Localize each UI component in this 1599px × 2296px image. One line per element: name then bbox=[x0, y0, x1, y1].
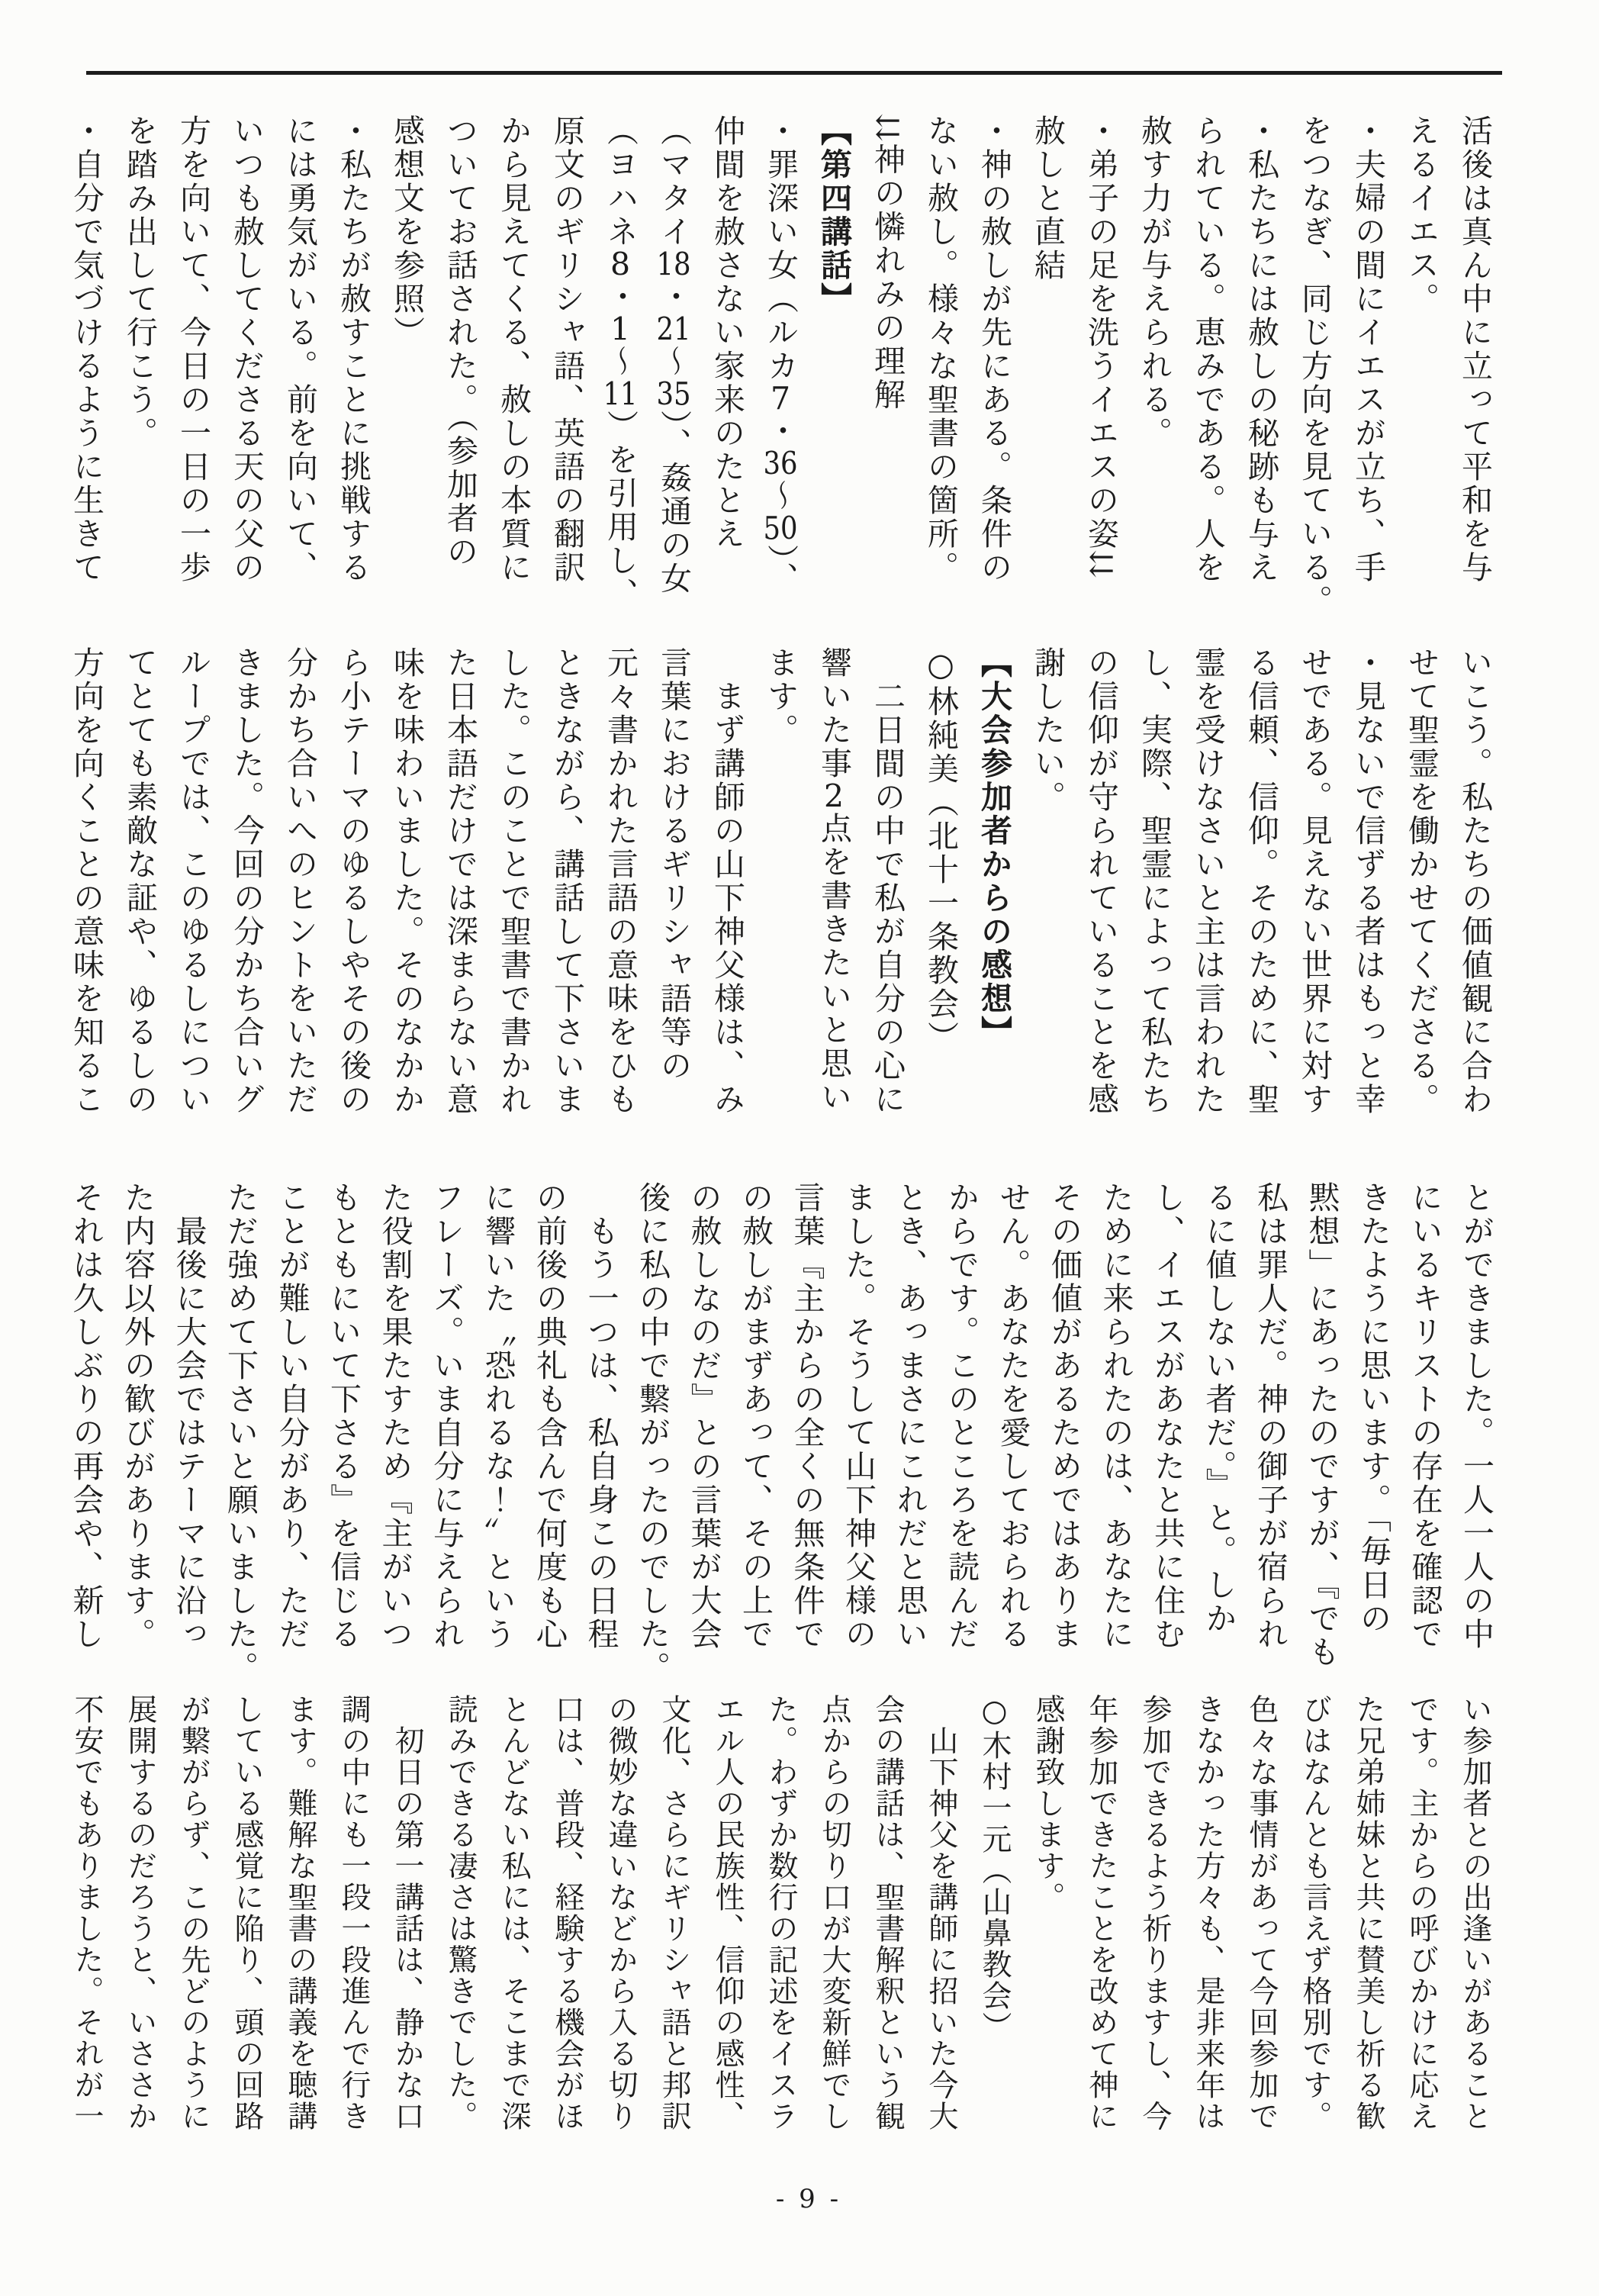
text-column: ⇊神の憐れみの理解 bbox=[869, 114, 906, 412]
text-column: 参加できるよう祈りますし、今 bbox=[1137, 1694, 1172, 2132]
text-column: せて聖霊を働かせてくださる。 bbox=[1403, 646, 1440, 1116]
text-column: 山下神父を講師に招いた今大 bbox=[924, 1694, 958, 2132]
section-heading-column: 【大会参加者からの感想】 bbox=[976, 646, 1012, 1049]
text-column: 読みできる凄さは驚きでした。 bbox=[443, 1694, 478, 2132]
text-column: には勇気がいる。前を向いて、 bbox=[282, 114, 318, 584]
text-column: とんどない私には、そこまで深 bbox=[497, 1694, 531, 2132]
section-heading-column: 【第四講話】 bbox=[816, 114, 852, 316]
text-column: せである。見えない世界に対す bbox=[1296, 646, 1333, 1116]
text-column: 年参加できたことを改めて神に bbox=[1084, 1694, 1118, 2132]
text-column: 初日の第一講話は、静かな口 bbox=[390, 1694, 424, 2132]
text-column: 赦す力が与えられる。 bbox=[1136, 114, 1173, 450]
section-divider-rule bbox=[86, 71, 1502, 75]
text-column: ます。難解な聖書の講義を聴講 bbox=[283, 1694, 317, 2132]
text-column: 原文のギリシャ語、英語の翻訳 bbox=[549, 114, 585, 584]
text-column: 仲間を赦さない家来のたとえ bbox=[709, 114, 745, 551]
text-column: から見えてくる、赦しの本質に bbox=[495, 114, 532, 584]
text-column: きたように思います。「毎日の bbox=[1355, 1181, 1391, 1636]
text-column: 二日間の中で私が自分の心に bbox=[869, 646, 906, 1116]
text-column: 霊を受けなさいと主は言われた bbox=[1189, 646, 1226, 1116]
text-column: 最後に大会ではテーマに沿っ bbox=[170, 1181, 208, 1651]
text-column: もともにいて下さる』を信じる bbox=[325, 1181, 362, 1651]
text-column: 不安でもありました。それが一 bbox=[69, 1694, 104, 2132]
text-band-2 bbox=[60, 646, 1501, 1165]
text-column: フレーズ。いま自分に与えられ bbox=[428, 1181, 465, 1651]
text-column: 後に私の中で繋がったのでした。 bbox=[634, 1181, 671, 1685]
text-column: ○林純美（北十一条教会） bbox=[922, 646, 959, 1055]
text-column: えるイエス。 bbox=[1403, 114, 1440, 316]
text-column: 言葉におけるギリシャ語等の bbox=[655, 646, 692, 1083]
text-column: 謝したい。 bbox=[1029, 646, 1066, 814]
text-column: 文化、さらにギリシャ語と邦訳 bbox=[657, 1694, 691, 2132]
text-band-3 bbox=[60, 1181, 1501, 1697]
text-column: 黙想」にあったのですが、『でも bbox=[1303, 1181, 1340, 1670]
text-column: し、実際、聖霊によって私たち bbox=[1136, 646, 1173, 1116]
text-column: です。主からの呼びかけに応え bbox=[1404, 1694, 1439, 2132]
text-column: ・自分で気づけるように生きて bbox=[68, 114, 105, 584]
page-number: - 9 - bbox=[775, 2184, 842, 2214]
text-column: もう一つは、私自身この日程 bbox=[582, 1181, 619, 1651]
text-column: ます。 bbox=[762, 646, 799, 747]
text-column: が繋がらず、この先どのように bbox=[176, 1694, 211, 2132]
text-column: きました。今回の分かち合いグ bbox=[228, 646, 265, 1116]
text-column: ました。そうして山下神父様の bbox=[840, 1181, 877, 1651]
text-column: いこう。私たちの価値観に合わ bbox=[1456, 646, 1493, 1116]
text-column: た兄弟姉妹と共に賛美し祈る歓 bbox=[1351, 1694, 1385, 2132]
text-column: ・罪深い女（ルカ7・36～50）、 bbox=[762, 114, 799, 596]
text-column: 会の講話は、聖書解釈という観 bbox=[870, 1694, 905, 2132]
text-column: エル人の民族性、信仰の感性、 bbox=[710, 1694, 745, 2132]
text-column: の微妙な違いなどから入る切り bbox=[603, 1694, 638, 2132]
text-column: にいるキリストの存在を確認で bbox=[1406, 1181, 1443, 1651]
text-column: それは久しぶりの再会や、新し bbox=[67, 1181, 105, 1651]
text-column: ・私たちが赦すことに挑戦する bbox=[335, 114, 372, 584]
text-column: いつも赦してくださる天の父の bbox=[228, 114, 265, 584]
text-column: の信仰が守られていることを感 bbox=[1083, 646, 1119, 1116]
text-column: ・夫婦の間にイエスが立ち、手 bbox=[1350, 114, 1386, 584]
text-column: 展開するのだろうと、いささか bbox=[123, 1694, 157, 2132]
text-column: 感想文を参照） bbox=[388, 114, 425, 349]
text-column: びはなんとも言えず格別です。 bbox=[1298, 1694, 1332, 2132]
text-column: 響いた事2点を書きたいと思い bbox=[816, 646, 852, 1114]
text-column: 色々な事情があって今回参加で bbox=[1244, 1694, 1279, 2132]
text-column: た。わずか数行の記述をイスラ bbox=[764, 1694, 798, 2132]
text-column: 方を向いて、今日の一日の一歩 bbox=[175, 114, 211, 584]
text-column: ・私たちには赦しの秘跡も与え bbox=[1243, 114, 1279, 584]
text-column: た日本語だけでは深まらない意 bbox=[442, 646, 478, 1116]
text-column: を踏み出して行こう。 bbox=[121, 114, 158, 450]
text-column: ない赦し。様々な聖書の箇所。 bbox=[922, 114, 959, 584]
text-column: に響いた〝恐れるな！〟という bbox=[479, 1181, 516, 1651]
text-column: 調の中にも一段一段進んで行き bbox=[336, 1694, 371, 2132]
text-column: てとても素敵な証や、ゆるしの bbox=[121, 646, 158, 1116]
text-column: 口は、普段、経験する機会がほ bbox=[550, 1694, 584, 2132]
text-column: 点からの切り口が大変新鮮でし bbox=[817, 1694, 851, 2132]
text-column: 赦しと直結 bbox=[1029, 114, 1066, 282]
text-column: せん。あなたを愛しておられる bbox=[994, 1181, 1031, 1651]
text-column: るに値しない者だ。』と。しか bbox=[1200, 1181, 1237, 1636]
text-column: きなかった方々も、是非来年は bbox=[1191, 1694, 1225, 2132]
text-column: （マタイ18・21～35）、姦通の女 bbox=[655, 114, 692, 596]
text-column: ために来られたのは、あなたに bbox=[1097, 1181, 1134, 1651]
text-column: 方向を向くことの意味を知るこ bbox=[68, 646, 105, 1116]
text-column: る信頼、信仰。そのために、聖 bbox=[1243, 646, 1279, 1116]
text-column: ときながら、講話して下さいま bbox=[549, 646, 585, 1116]
text-column: ただ強めて下さいと願いました。 bbox=[222, 1181, 259, 1685]
text-column: ループでは、このゆるしについ bbox=[175, 646, 211, 1116]
text-column: ・見ないで信ずる者はもっと幸 bbox=[1350, 646, 1386, 1116]
text-column: とき、あっまさにこれだと思い bbox=[891, 1181, 928, 1651]
text-band-4 bbox=[60, 1694, 1501, 2152]
text-column: その価値があるためではありま bbox=[1046, 1181, 1083, 1651]
text-column: 元々書かれた言語の意味をひも bbox=[602, 646, 639, 1116]
text-column: ○木村一元（山鼻教会） bbox=[977, 1694, 1012, 2043]
text-column: ・弟子の足を洗うイエスの姿⇊ bbox=[1083, 114, 1119, 580]
text-column: 感謝致します。 bbox=[1031, 1694, 1065, 1913]
text-column: （ヨハネ8・1～11）を引用し、 bbox=[602, 114, 639, 611]
text-column: られている。恵みである。人を bbox=[1189, 114, 1226, 584]
text-column: とができました。一人一人の中 bbox=[1458, 1181, 1494, 1651]
text-column: ことが難しい自分があり、ただ bbox=[273, 1181, 310, 1651]
text-column: た役割を果たすため『主がいつ bbox=[376, 1181, 413, 1651]
text-column: 味を味わいました。そのなかか bbox=[388, 646, 425, 1116]
text-column: 言葉『主からの全くの無条件で bbox=[788, 1181, 825, 1651]
text-column: をつなぎ、同じ方向を見ている。 bbox=[1296, 114, 1333, 618]
text-column: の前後の典礼も含んで何度も心 bbox=[531, 1181, 568, 1651]
text-column: した。このことで聖書で書かれ bbox=[495, 646, 532, 1116]
text-column: 分かち合いへのヒントをいただ bbox=[282, 646, 318, 1116]
text-column: の赦しがまずあって、その上で bbox=[737, 1181, 774, 1651]
text-column: している感覚に陥り、頭の回路 bbox=[230, 1694, 264, 2132]
text-column: 私は罪人だ。神の御子が宿られ bbox=[1252, 1181, 1289, 1651]
text-column: まず講師の山下神父様は、み bbox=[709, 646, 745, 1116]
text-band-1 bbox=[60, 114, 1501, 633]
text-column: の赦しなのだ』との言葉が大会 bbox=[685, 1181, 722, 1651]
text-column: し、イエスがあなたと共に住む bbox=[1149, 1181, 1186, 1651]
text-column: 活後は真ん中に立って平和を与 bbox=[1456, 114, 1493, 584]
text-column: ・神の赦しが先にある。条件の bbox=[976, 114, 1012, 584]
text-column: た内容以外の歓びがあります。 bbox=[119, 1181, 156, 1651]
text-column: ら小テーマのゆるしやその後の bbox=[335, 646, 372, 1116]
text-column: い参加者との出逢いがあること bbox=[1458, 1694, 1492, 2132]
text-column: ついてお話された。（参加者の bbox=[442, 114, 478, 569]
text-column: からです。このところを読んだ bbox=[943, 1181, 980, 1651]
